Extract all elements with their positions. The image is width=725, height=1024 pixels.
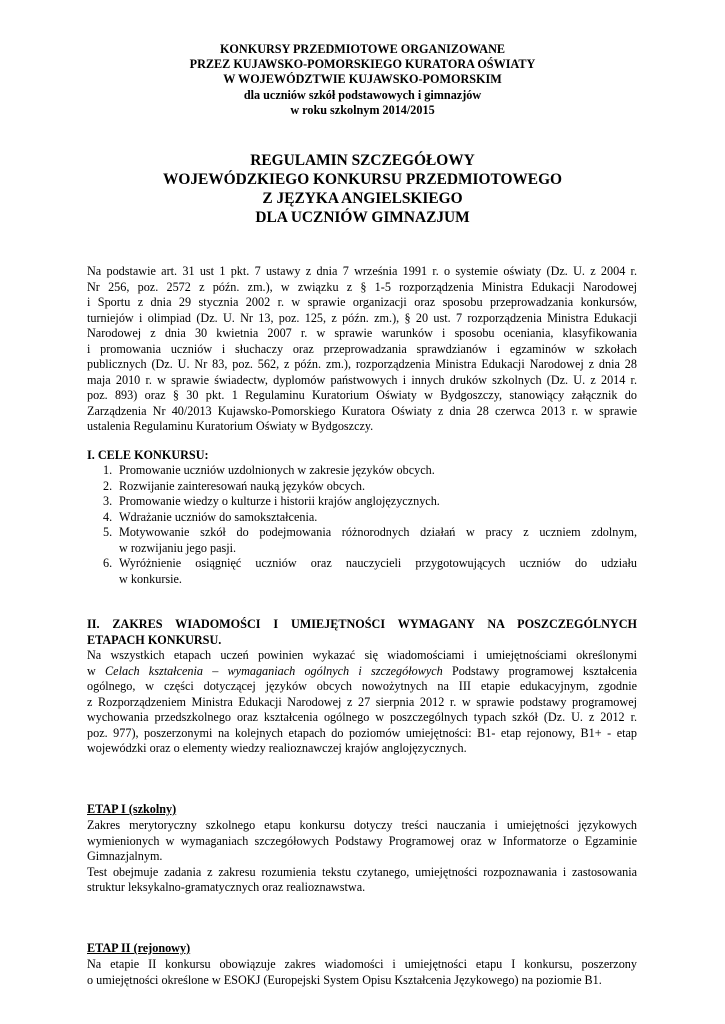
intro-line: publicznych (Dz. U. Nr 83, poz. 562, z późn. zm.), rozporządzenia Ministra Edukacji Narodowej z dnia 28 [87, 357, 637, 371]
etap2-heading: ETAP II (rejonowy) [87, 941, 191, 955]
list-item: 4. Wdrażanie uczniów do samokształcenia. [103, 509, 318, 524]
etap1-line: wymienionych w wymaganiach szczegółowych Podstawy Programowej oraz w Informatorze o Egzaminie [87, 833, 637, 848]
list-item: 2. Rozwijanie zainteresowań nauką języków obcych. [103, 478, 366, 493]
section2-line: wychowania przedszkolnego oraz kształcenia ogólnego w poszczególnych typach szkół (Dz. U. z 2012 r. [87, 710, 637, 724]
section2-line: poz. 977), poszerzonymi na kolejnych etapach do poziomów umiejętności: B1- etap rejonowy, B1+ - etap [87, 725, 637, 740]
intro-line: Zarządzenia Nr 40/2013 Kujawsko-Pomorskiego Kuratora Oświaty z dnia 28 czerwca 2013 r. w sprawie [87, 403, 637, 418]
intro-line: i promowania uczniów i słuchaczy oraz przeprowadzania sprawdzianów i egzaminów w szkołach [87, 341, 637, 356]
etap1-paragraph [87, 818, 637, 896]
title-line: Z JĘZYKA ANGIELSKIEGO [262, 190, 463, 207]
etap2-line: o umiejętności określone w ESOKJ (Europejski System Opisu Kształcenia Językowego) na poziomie B1. [87, 972, 602, 987]
header-line: KONKURSY PRZEDMIOTOWE ORGANIZOWANE [219, 42, 506, 56]
etap1-line: Gimnazjalnym. [87, 849, 163, 863]
section2-line: Na wszystkich etapach uczeń powinien wykazać się wiadomościami i umiejętnościami określonymi [87, 648, 637, 662]
etap1-heading: ETAP I (szkolny) [87, 802, 177, 816]
intro-line: i Sportu z dnia 29 stycznia 2002 r. w sprawie organizacji oraz sposobu przeprowadzania konkursów, [87, 295, 637, 309]
etap1-line: Test obejmuje zadania z zakresu rozumienia tekstu czytanego, umiejętności rozpoznawania i zastosowania [87, 864, 637, 879]
intro-line: Narodowej z dnia 30 kwietnia 2007 r. w sprawie warunków i sposobu oceniania, klasyfikowania [87, 326, 637, 340]
section1-heading: I. CELE KONKURSU: [87, 448, 209, 462]
section2-line: wojewódzki oraz o elementy wiedzy realioznawczej krajów anglojęzycznych. [87, 741, 467, 755]
title-line: DLA UCZNIÓW GIMNAZJUM [255, 209, 470, 226]
header-line: dla uczniów szkół podstawowych i gimnazjów [243, 87, 482, 102]
list-item: 5. Motywowanie szkół do podejmowania różnorodnych działań w pracy z uczniem zdolnym, w rozwijaniu jego pasji. [103, 525, 637, 555]
intro-line: poz. 893) oraz § 30 pkt. 1 Regulaminu Kuratorium Oświaty w Bydgoszczy, stanowiący załącznik do [87, 388, 637, 402]
list-item: 6. Wyróżnienie osiągnięć uczniów oraz nauczycieli przygotowujących uczniów do udziału w konkursie. [103, 556, 637, 586]
etap1-line: struktur leksykalno-gramatycznych oraz realioznawstwa. [87, 880, 366, 894]
title-line: REGULAMIN SZCZEGÓŁOWY [250, 152, 475, 169]
intro-line: Nr 256, poz. 2572 z późn. zm.), w związku z § 1-5 rozporządzenia Ministra Edukacji Narodowej [87, 279, 637, 294]
intro-line: turniejów i olimpiad (Dz. U. Nr 13, poz. 125, z późn. zm.), § 20 ust. 7 rozporządzenia Ministra Edukacji [87, 310, 637, 325]
section2-line: w Celach kształcenia – wymaganiach ogólnych i szczegółowych Podstawy programowej kształcenia [87, 663, 637, 678]
section2-paragraph [87, 648, 637, 757]
section2-heading: II. ZAKRES WIADOMOŚCI I UMIEJĘTNOŚCI WYMAGANY NA POSZCZEGÓLNYCH ETAPACH KONKURSU. [87, 617, 637, 647]
list-item: 1. Promowanie uczniów uzdolnionych w zakresie języków obcych. [103, 463, 435, 477]
header-line: PRZEZ KUJAWSKO-POMORSKIEGO KURATORA OŚWIATY [189, 57, 536, 72]
document-title [0, 151, 725, 227]
intro-line: Na podstawie art. 31 ust 1 pkt. 7 ustawy z dnia 7 września 1991 r. o systemie oświaty (Dz. U. z 2004 r. [87, 264, 637, 278]
intro-paragraph [87, 264, 637, 435]
etap2-line: Na etapie II konkursu obowiązuje zakres wiadomości i umiejętności etapu I konkursu, poszerzony [87, 957, 637, 971]
section2-line: ogólnego, w części dotyczącej języków obcych nowożytnych na III etapie edukacyjnym, zgodnie [87, 679, 637, 693]
header-line: w roku szkolnym 2014/2015 [290, 102, 435, 117]
goals-list [87, 463, 637, 587]
intro-line: maja 2010 r. w sprawie świadectw, dyplomów państwowych i innych druków szkolnych (Dz. U. z 2014 r. [87, 372, 637, 387]
title-line: WOJEWÓDZKIEGO KONKURSU PRZEDMIOTOWEGO [162, 171, 563, 188]
section2-line: z Rozporządzeniem Ministra Edukacji Narodowej z 27 sierpnia 2012 r. w sprawie podstawy programowej [87, 694, 637, 709]
list-item: 3. Promowanie wiedzy o kulturze i historii krajów anglojęzycznych. [103, 494, 440, 508]
etap1-line: Zakres merytoryczny szkolnego etapu konkursu dotyczy treści nauczania i umiejętności językowych [87, 818, 637, 832]
etap2-paragraph [87, 957, 637, 988]
document-header [0, 42, 725, 118]
intro-line: ustalenia Regulaminu Kuratorium Oświaty w Bydgoszczy. [87, 419, 374, 433]
header-line: W WOJEWÓDZTWIE KUJAWSKO-POMORSKIM [223, 72, 502, 87]
